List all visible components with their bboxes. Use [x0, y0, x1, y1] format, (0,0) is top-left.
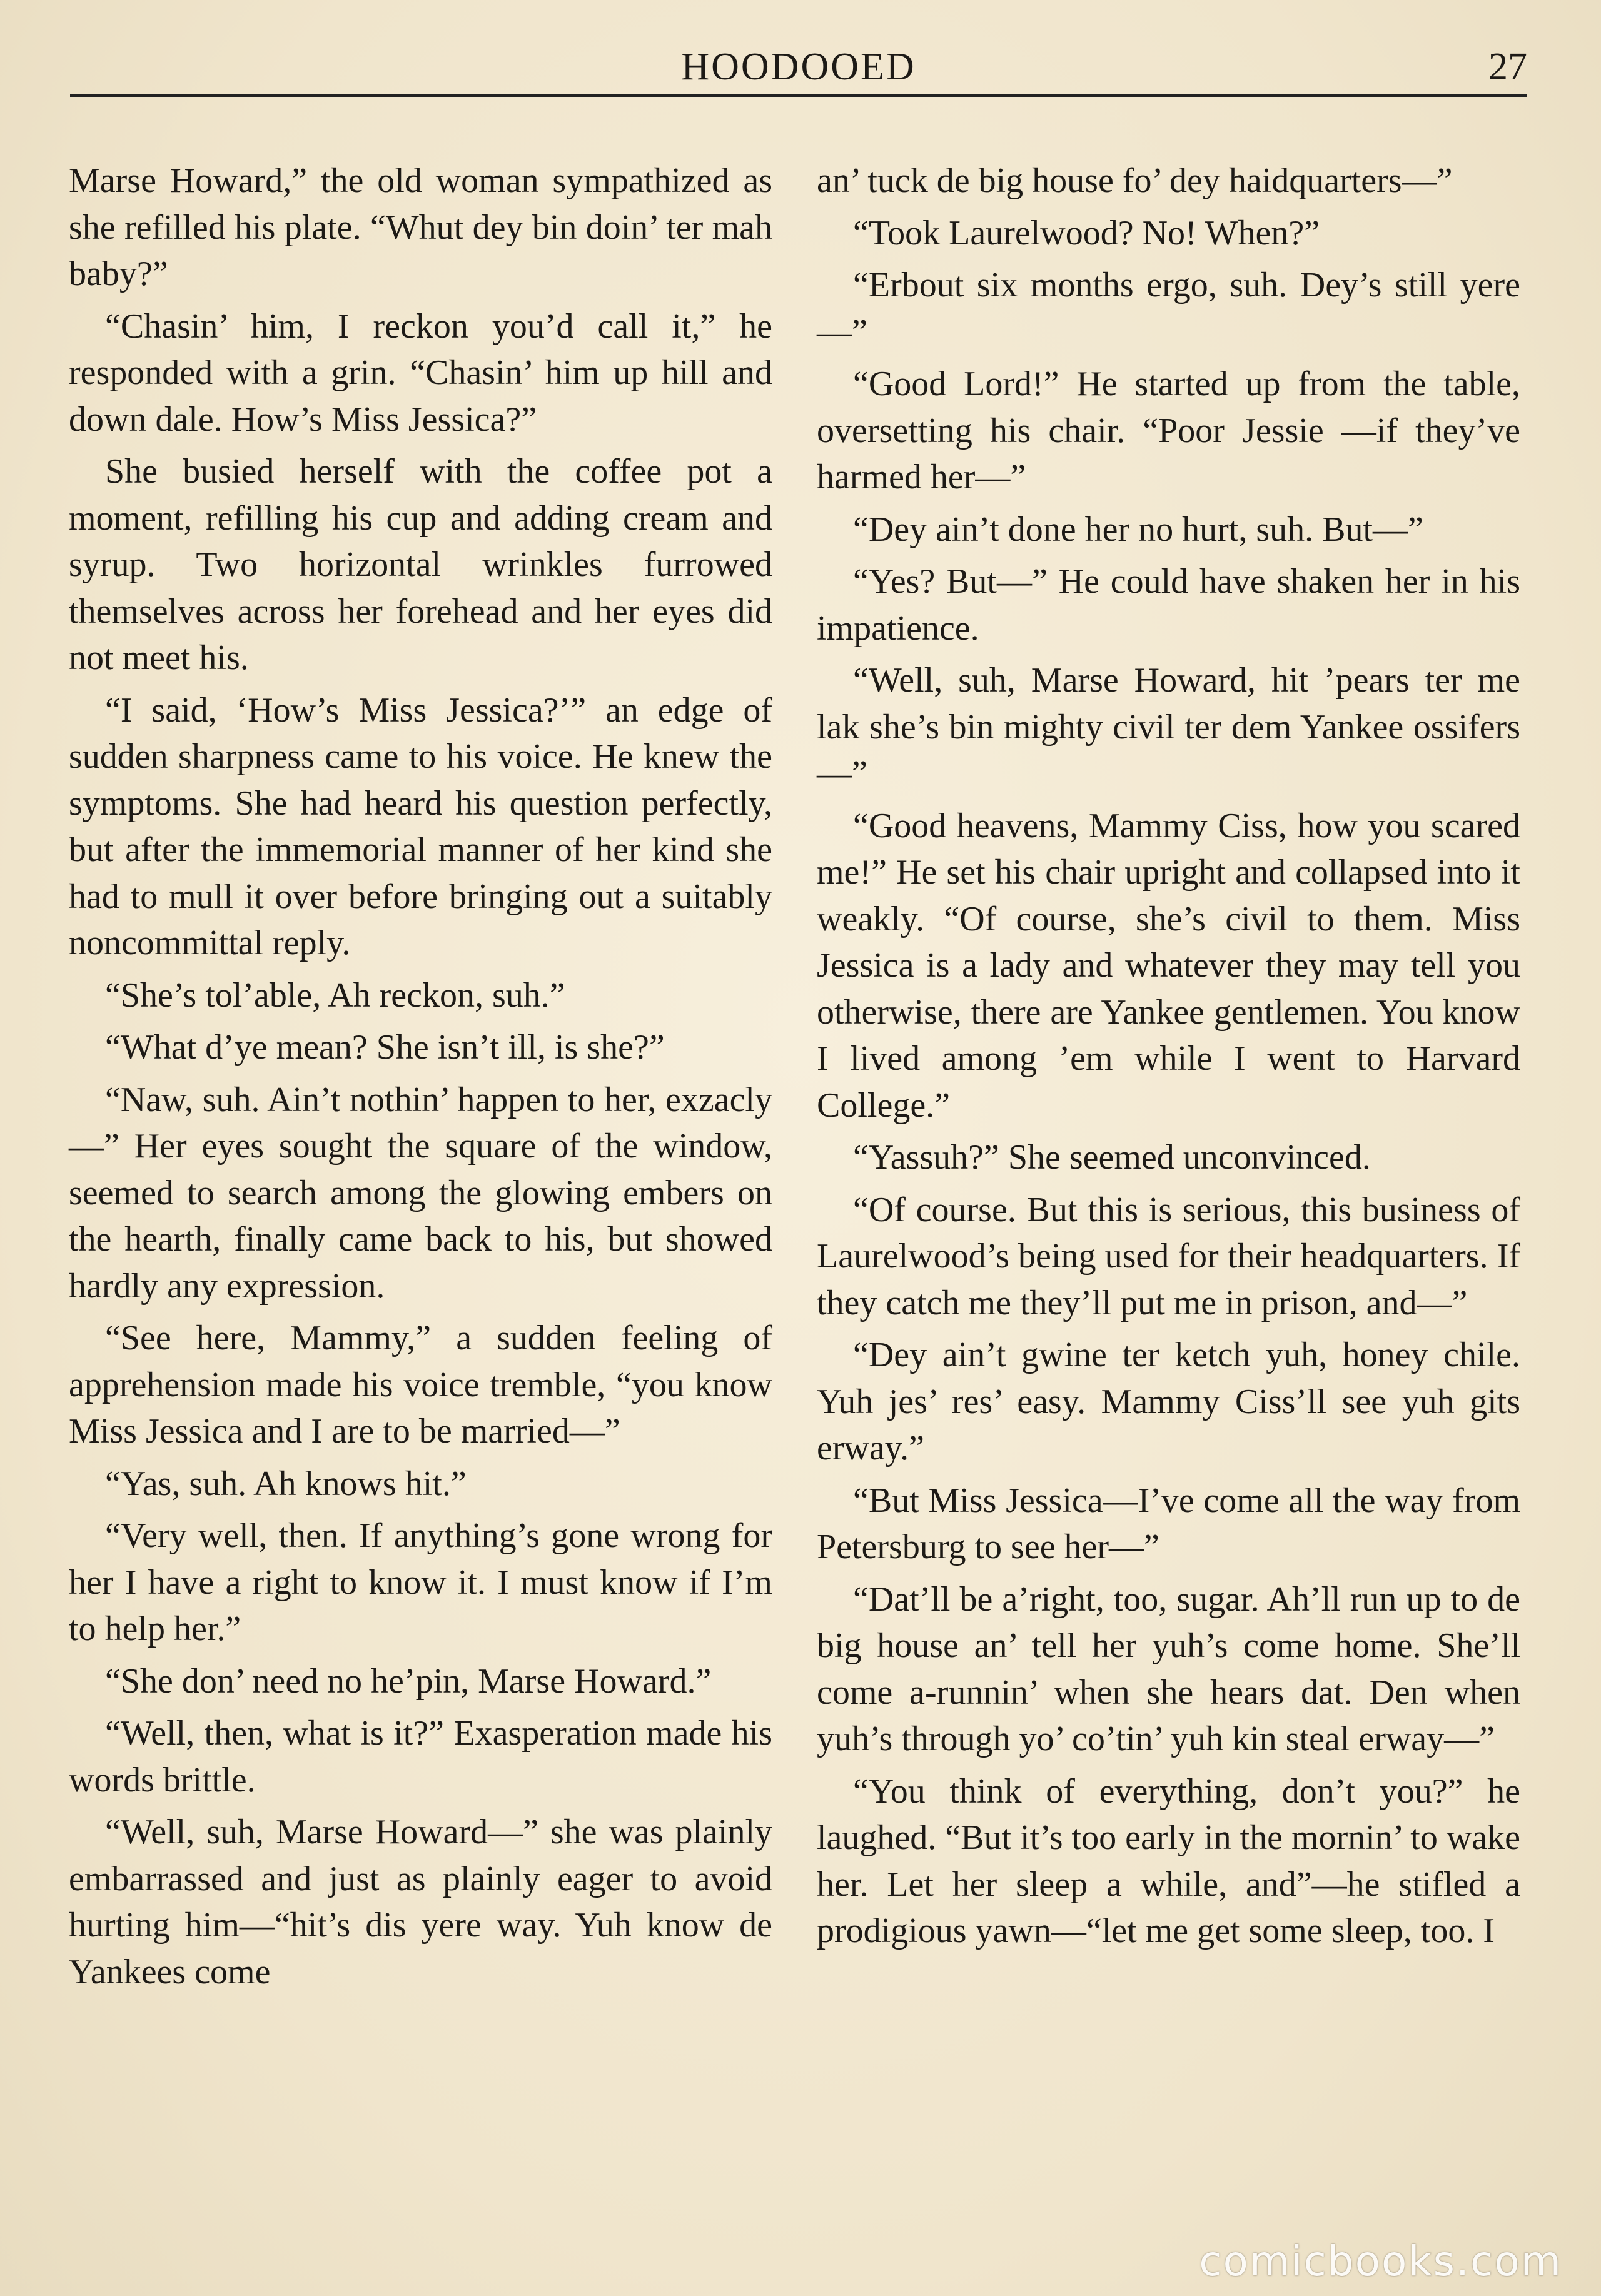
watermark: comicbooks.com: [1199, 2237, 1562, 2285]
paragraph: “You think of everything, don’t you?” he laughed. “But it’s too early in the mornin’ to wake her. Let her sleep a while, and”—he stifled a prodigious yawn—“let me get some sleep, too. I: [817, 1771, 1520, 1950]
paragraph: “I said, ‘How’s Miss Jessica?’” an edge of sudden sharpness came to his voice. He knew the symptoms. She had heard his question perfectly, but after the immemorial manner of her kind she had to mull it over before bringing out a suitably noncommittal reply.: [69, 690, 772, 962]
running-head: HOODOOED: [681, 46, 916, 88]
paragraph: “She’s tol’able, Ah reckon, suh.”: [105, 975, 565, 1015]
paragraph: She busied herself with the coffee pot a moment, refilling his cup and adding cream and syrup. Two horizontal wrinkles furrowed themselves across her forehead and her eyes did not meet his.: [69, 452, 772, 677]
paragraph: “Of course. But this is serious, this business of Laurelwood’s being used for their headquarters. If they catch me they’ll put me in prison, and—”: [817, 1190, 1520, 1322]
header-rule: [70, 94, 1527, 97]
page-header: [70, 36, 1527, 96]
paragraph: “She don’ need no he’pin, Marse Howard.”: [105, 1661, 712, 1701]
paragraph: “Erbout six months ergo, suh. Dey’s still yere—”: [817, 266, 1520, 351]
paragraph: “Good heavens, Mammy Ciss, how you scared me!” He set his chair upright and collapsed into it weakly. “Of course, she’s civil to them. Miss Jessica is a lady and whatever they may tell you otherwise, there are Yankee gentlemen. You know I lived among ’em while I went to Harvard College.”: [817, 806, 1520, 1125]
paragraph: “Yas, suh. Ah knows hit.”: [105, 1464, 467, 1503]
paragraph: “See here, Mammy,” a sudden feeling of apprehension made his voice tremble, “you know Miss Jessica and I are to be married—”: [69, 1319, 772, 1451]
paragraph: “What d’ye mean? She isn’t ill, is she?”: [105, 1028, 665, 1067]
paragraph: “Good Lord!” He started up from the table, oversetting his chair. “Poor Jessie —if they’ve harmed her—”: [817, 365, 1520, 496]
paragraph: “Well, suh, Marse Howard—” she was plainly embarrassed and just as plainly eager to avoid hurting him—“hit’s dis yere way. Yuh know de Yankees come: [69, 1813, 772, 1991]
paragraph: “Very well, then. If anything’s gone wrong for her I have a right to know it. I must know if I’m to help her.”: [69, 1516, 772, 1648]
left-column: [69, 158, 772, 2001]
paragraph: “Dey ain’t done her no hurt, suh. But—”: [853, 510, 1423, 549]
paragraph: “Well, suh, Marse Howard, hit ’pears ter me lak she’s bin mighty civil ter dem Yankee ossifers—”: [817, 661, 1520, 793]
paragraph: “Naw, suh. Ain’t nothin’ happen to her, exzacly—” Her eyes sought the square of the window, seemed to search among the glowing embers on the hearth, finally came back to his, but showed hardly any expression.: [69, 1080, 772, 1306]
paragraph: “Well, then, what is it?” Exasperation made his words brittle.: [69, 1714, 772, 1800]
paragraph: “But Miss Jessica—I’ve come all the way from Petersburg to see her—”: [817, 1481, 1520, 1566]
paragraph: “Chasin’ him, I reckon you’d call it,” he responded with a grin. “Chasin’ him up hill and down dale. How’s Miss Jessica?”: [69, 306, 772, 439]
page-number: 27: [1488, 46, 1527, 88]
paragraph: “Yassuh?” She seemed unconvinced.: [853, 1138, 1371, 1177]
paragraph: an’ tuck de big house fo’ dey haidquarters—”: [817, 161, 1453, 200]
right-column: [817, 158, 1520, 1960]
paragraph: “Dat’ll be a’right, too, sugar. Ah’ll run up to de big house an’ tell her yuh’s come home. She’ll come a-runnin’ when she hears dat. Den when yuh’s through yo’ co’tin’ yuh kin steal erway—”: [817, 1579, 1520, 1758]
paragraph: Marse Howard,” the old woman sympathized as she refilled his plate. “Whut dey bin doin’ ter mah baby?”: [69, 161, 772, 293]
paragraph: “Yes? But—” He could have shaken her in his impatience.: [817, 562, 1520, 648]
paragraph: “Dey ain’t gwine ter ketch yuh, honey chile. Yuh jes’ res’ easy. Mammy Ciss’ll see yuh gits erway.”: [817, 1336, 1520, 1468]
paragraph: “Took Laurelwood? No! When?”: [853, 213, 1320, 253]
